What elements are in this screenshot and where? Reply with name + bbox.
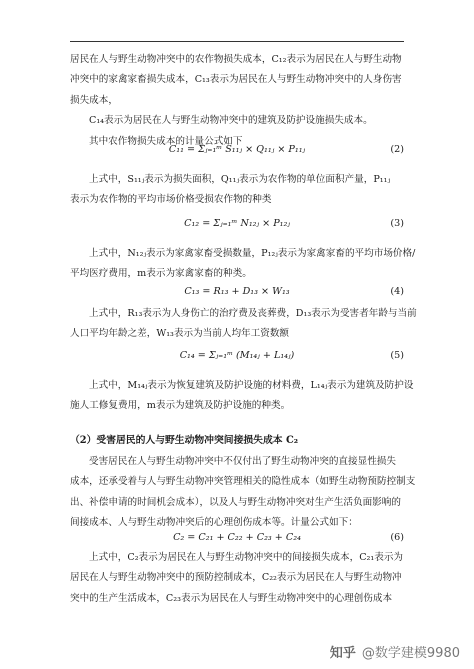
equation-number: (2): [390, 144, 404, 155]
equation-body: C₁₂ = Σⱼ₌₁ᵐ N₁₂ⱼ × P₁₂ⱼ: [184, 218, 290, 229]
text-line: 其中农作物损失成本的计量公式如下: [89, 135, 243, 147]
text-line: 施人工修复费用，m表示为建筑及防护设施的种类。: [70, 400, 291, 412]
text-line: 平均医疗费用，m表示为家禽家畜的种类。: [70, 268, 252, 280]
paragraph-building-notes: [70, 376, 414, 417]
text-line: 居民在人与野生动物冲突中的预防控制成本，C₂₂表示为居民在人与野生动物冲: [70, 572, 402, 584]
text-line: 上式中，R₁₃表示为人身伤亡的治疗费及丧葬费，D₁₃表示为受害者年龄与当前: [89, 308, 417, 319]
paragraph-livestock-notes: [70, 244, 416, 285]
equation-number: (3): [390, 218, 404, 229]
text-line: 成本，还承受着与人与野生动物冲突管理相关的隐性成本（如野生动物预防控制支: [70, 476, 416, 488]
text-line: 出、补偿申请的时间机会成本），以及人与野生动物冲突对生产生活负面影响的: [70, 496, 401, 508]
equation-2: [70, 140, 404, 164]
equation-4: [70, 282, 404, 306]
text-line: 突中的生产生活成本，C₂₃表示为居民在人与野生动物冲突中的心理创伤成本: [70, 592, 393, 604]
equation-body: C₁₃ = R₁₃ + D₁₃ × W₁₃: [184, 286, 290, 297]
equation-body: C₁₄ = Σⱼ₌₁ᵐ (M₁₄ⱼ + L₁₄ⱼ): [179, 350, 295, 361]
text-line: 上式中，M₁₄ⱼ表示为恢复建筑及防护设施的材料费，L₁₄ⱼ表示为建筑及防护设: [89, 380, 414, 391]
header-rule: [70, 41, 404, 42]
equation-number: (4): [390, 286, 404, 297]
zhihu-watermark: [330, 642, 460, 661]
text-line: 上式中，S₁₁ⱼ表示为损失面积，Q₁₁ⱼ表示为农作物的单位面积产量，P₁₁ⱼ: [89, 174, 391, 185]
watermark-text: @数学建模9980: [361, 646, 460, 661]
equation-number: (5): [390, 350, 404, 361]
text-line: 损失成本，: [70, 94, 118, 106]
paragraph-injury-notes: [70, 304, 417, 345]
text-line: 受害居民在人与野生动物冲突中不仅付出了野生动物冲突的直接显性损失: [89, 456, 396, 467]
equation-body: C₁₁ = Σⱼ₌₁ᵐ S₁₁ⱼ × Q₁₁ⱼ × P₁₁ⱼ: [168, 144, 306, 155]
text-line: 冲突中的家禽家畜损失成本，C₁₃表示为居民在人与野生动物冲突中的人身伤害: [70, 74, 402, 86]
section-heading: （2）受害居民的人与野生动物冲突间接损失成本 C₂: [70, 435, 299, 446]
text-line: 表示为农作物的平均市场价格受损农作物的种类: [70, 194, 272, 206]
text-line: 居民在人与野生动物冲突中的农作物损失成本，C₁₂表示为居民在人与野生动物: [70, 54, 402, 65]
paragraph-indirect-cost: [70, 452, 416, 534]
equation-body: C₂ = C₂₁ + C₂₂ + C₂₃ + C₂₄: [173, 532, 301, 543]
equation-3: [70, 214, 404, 238]
paragraph-crop-loss-notes: [70, 170, 404, 211]
paragraph-indirect-notes: [70, 548, 404, 609]
text-line: 上式中，C₂表示为居民在人与野生动物冲突中的间接损失成本，C₂₁表示为: [89, 552, 404, 563]
text-line: 人口平均年龄之差，W₁₃表示为当前人均年工资数额: [70, 328, 290, 340]
equation-5: [70, 346, 404, 370]
equation-number: (6): [390, 532, 404, 543]
text-line: C₁₄表示为居民在人与野生动物冲突中的建筑及防护设施损失成本。: [89, 115, 373, 127]
text-line: 上式中，N₁₂ⱼ表示为家禽家畜受损数量，P₁₂ⱼ表示为家禽家畜的平均市场价格/: [89, 248, 416, 259]
zhihu-logo: 知乎: [329, 646, 356, 661]
text-line: 间接成本、人与野生动物冲突后的心理创伤成本等。计量公式如下：: [70, 517, 358, 529]
paragraph-cost-definitions: [70, 50, 404, 152]
